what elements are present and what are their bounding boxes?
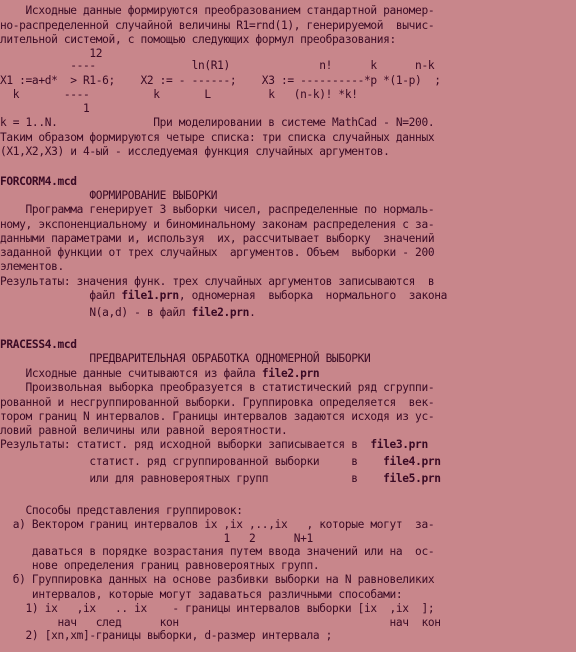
text-line: Исходные данные формируются преобразованием стандартной раномер-: [0, 4, 435, 17]
text-line: лительной системой, с помощью следующих формул преобразования:: [0, 33, 396, 46]
text-line: k = 1..N. При моделировании в системе MathCad - N=200.: [0, 116, 435, 129]
text-line: файл file1.prn, одномерная выборка нормального закона: [0, 289, 448, 302]
text-line: N(a,d) - в файл file2.prn.: [0, 306, 256, 319]
text-line: нач след кон нач кон: [0, 616, 441, 629]
text-line: интервалов, которые могут задаваться различными способами:: [0, 588, 403, 601]
text-line: ФОРМИРОВАНИЕ ВЫБОРКИ: [0, 189, 218, 202]
text-line: k ---- k L k (n-k)! *k!: [0, 88, 358, 101]
text-line: 12: [0, 47, 103, 60]
text-line: ному, экспоненциальному и биноминальному законам распределения с за-: [0, 218, 435, 231]
text-line: Таким образом формируются четыре списка: три списка случайных данных: [0, 131, 435, 144]
text-line: элементов.: [0, 260, 64, 273]
text-line: 1: [0, 102, 90, 115]
text-line: данными параметрами и, используя их, рассчитывает выборку значений: [0, 232, 435, 245]
text-line: 2) [xn,xm]-границы выборки, d-размер интервала ;: [0, 629, 333, 642]
text-line: Способы представления группировок:: [0, 504, 243, 517]
text-line: Исходные данные считываются из файла file2.prn: [0, 367, 320, 380]
text-line: (X1,X2,X3) и 4-ый - исследуемая функция случайных аргументов.: [0, 145, 390, 158]
text-line: ---- ln(R1) n! k n-k: [0, 59, 435, 72]
text-line: 1 2 N+1: [0, 532, 313, 545]
text-line: Результаты: статист. ряд исходной выборки записывается в file3.prn: [0, 438, 428, 451]
text-line: ПРЕДВАРИТЕЛЬНАЯ ОБРАБОТКА ОДНОМЕРНОЙ ВЫБОРКИ: [0, 352, 371, 365]
text-line: нове определения границ равновероятных групп.: [0, 559, 320, 572]
text-line: заданной функции от трех случайных аргументов. Объем выборки - 200: [0, 246, 435, 259]
text-line: 1) ix ,ix .. ix - границы интервалов выборки [ix ,ix ];: [0, 602, 435, 615]
text-line: рованной и несгруппированной выборки. Группировка определяется век-: [0, 396, 435, 409]
text-line: а) Вектором границ интервалов ix ,ix ,..,ix , которые могут за-: [0, 518, 435, 531]
text-line: б) Группировка данных на основе разбивки выборки на N равновеликих: [0, 573, 435, 586]
text-line: даваться в порядке возрастания путем ввода значений или на ос-: [0, 545, 435, 558]
text-line: Программа генерирует 3 выборки чисел, распределенные по нормаль-: [0, 203, 435, 216]
text-line: Результаты: значения функ. трех случайных аргументов записываются в: [0, 275, 435, 288]
text-line: Произвольная выборка преобразуется в статистический ряд сгруппи-: [0, 381, 435, 394]
section-filename: FORCORM4.mcd: [0, 175, 77, 188]
text-line: статист. ряд сгруппированной выборки в file4.prn: [0, 455, 441, 468]
text-line: или для равновероятных групп в file5.prn: [0, 472, 441, 485]
text-line: ловий равной величины или равной вероятности.: [0, 424, 288, 437]
text-line: X1 :=a+d* > R1-6; X2 := - ------; X3 := ----------*p *(1-p) ;: [0, 74, 441, 87]
section-filename: PRACESS4.mcd: [0, 338, 77, 351]
text-line: но-распределенной случайной величины R1=rnd(1), генерируемой вычис-: [0, 19, 435, 32]
text-line: тором границ N интервалов. Границы интервалов задаются исходя из ус-: [0, 410, 435, 423]
